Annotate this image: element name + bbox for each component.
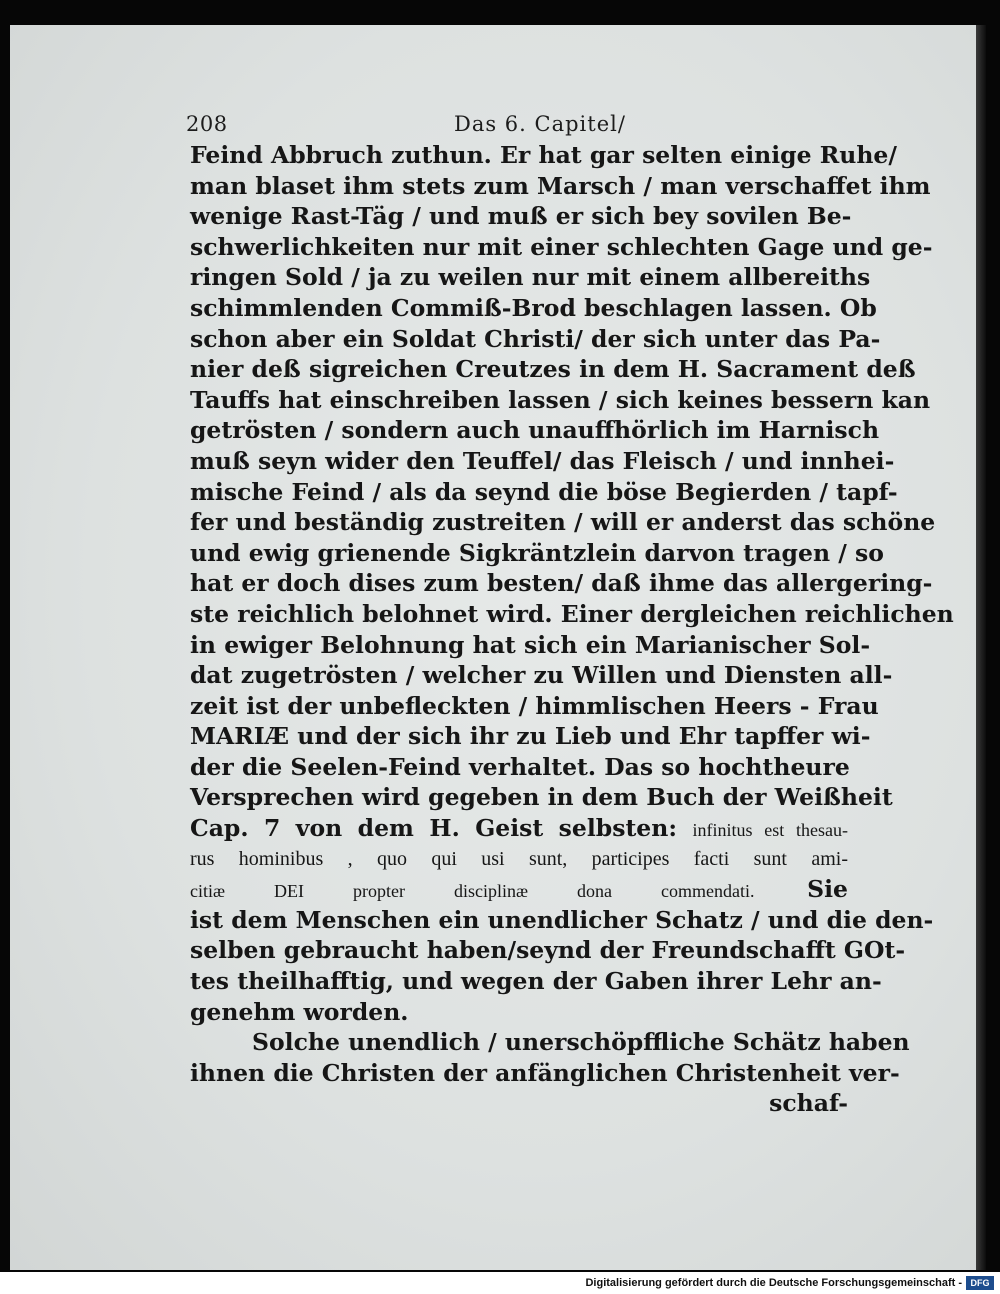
catchword: schaf- bbox=[769, 1089, 848, 1118]
paragraph-end-line: genehm worden. bbox=[190, 997, 409, 1026]
page-number: 208 bbox=[186, 112, 228, 136]
text-line-mixed bbox=[190, 874, 848, 905]
page-edge-shadow bbox=[976, 25, 986, 1270]
text-line: nier deß sigreichen Creutzes in dem H. Sacrament deß bbox=[190, 355, 916, 384]
text-line: muß seyn wider den Teuffel/ das Fleisch / und innhei- bbox=[190, 446, 895, 475]
running-head: Das 6. Capitel/ bbox=[454, 112, 626, 136]
body-text bbox=[190, 140, 954, 1119]
text-line: mische Feind / als da seynd die böse Begierden / tapf- bbox=[190, 477, 898, 506]
text-line: zeit ist der unbefleckten / himmlischen Heers - Frau bbox=[190, 691, 879, 720]
text-line: MARIÆ und der sich ihr zu Lieb und Ehr tapffer wi- bbox=[190, 722, 871, 751]
text-line: ist dem Menschen ein unendlicher Schatz / und die den- bbox=[190, 905, 934, 934]
text-line: in ewiger Belohnung hat sich ein Marianischer Sol- bbox=[190, 630, 871, 659]
text-line: ringen Sold / ja zu weilen nur mit einem allbereiths bbox=[190, 263, 871, 292]
latin-phrase: infinitus est thesau- bbox=[692, 820, 848, 841]
text-line: der die Seelen-Feind verhaltet. Das so hochtheure bbox=[190, 752, 850, 781]
paragraph-start-line: Solche unendlich / unerschöpffliche Schätz haben bbox=[252, 1028, 910, 1057]
text-line: und ewig grienende Sigkräntzlein darvon tragen / so bbox=[190, 538, 884, 567]
text-line: ihnen die Christen der anfänglichen Christenheit ver- bbox=[190, 1058, 900, 1087]
text-line: schwerlichkeiten nur mit einer schlechten Gage und ge- bbox=[190, 232, 933, 261]
text-line: wenige Rast-Täg / und muß er sich bey sovilen Be- bbox=[190, 202, 852, 231]
latin-phrase: citiæ DEI propter disciplinæ dona commendati. bbox=[190, 881, 755, 902]
text-line: Versprechen wird gegeben in dem Buch der Weißheit bbox=[190, 783, 893, 812]
text-line: dat zugetrösten / welcher zu Willen und Diensten all- bbox=[190, 661, 893, 690]
dfg-logo: DFG bbox=[966, 1276, 994, 1290]
funding-credit: Digitalisierung gefördert durch die Deutsche Forschungsgemeinschaft - bbox=[585, 1277, 962, 1289]
text-line: ste reichlich belohnet wird. Einer dergleichen reichlichen bbox=[190, 599, 954, 628]
text-line: Feind Abbruch zuthun. Er hat gar selten einige Ruhe/ bbox=[190, 141, 897, 169]
text-line: fer und beständig zustreiten / will er anderst das schöne bbox=[190, 508, 936, 537]
digitization-footer bbox=[0, 1272, 1000, 1294]
text-line: man blaset ihm stets zum Marsch / man verschaffet ihm bbox=[190, 171, 931, 200]
latin-line: rus hominibus , quo qui usi sunt, participes facti sunt ami- bbox=[190, 847, 848, 870]
text-line: Tauffs hat einschreiben lassen / sich keines bessern kan bbox=[190, 385, 931, 414]
german-phrase: Sie bbox=[807, 875, 848, 904]
text-line: tes theilhafftig, und wegen der Gaben ihrer Lehr an- bbox=[190, 967, 882, 996]
text-line: schimmlenden Commiß-Brod beschlagen lassen. Ob bbox=[190, 293, 877, 322]
text-line: getrösten / sondern auch unauffhörlich im Harnisch bbox=[190, 416, 880, 445]
text-line: schon aber ein Soldat Christi/ der sich unter das Pa- bbox=[190, 324, 881, 353]
german-phrase: Cap. 7 von dem H. Geist selbsten: bbox=[190, 814, 678, 843]
text-line-mixed bbox=[190, 813, 848, 844]
text-line: hat er doch dises zum besten/ daß ihme das allergering- bbox=[190, 569, 933, 598]
text-line: selben gebraucht haben/seynd der Freundschafft GOt- bbox=[190, 936, 906, 965]
